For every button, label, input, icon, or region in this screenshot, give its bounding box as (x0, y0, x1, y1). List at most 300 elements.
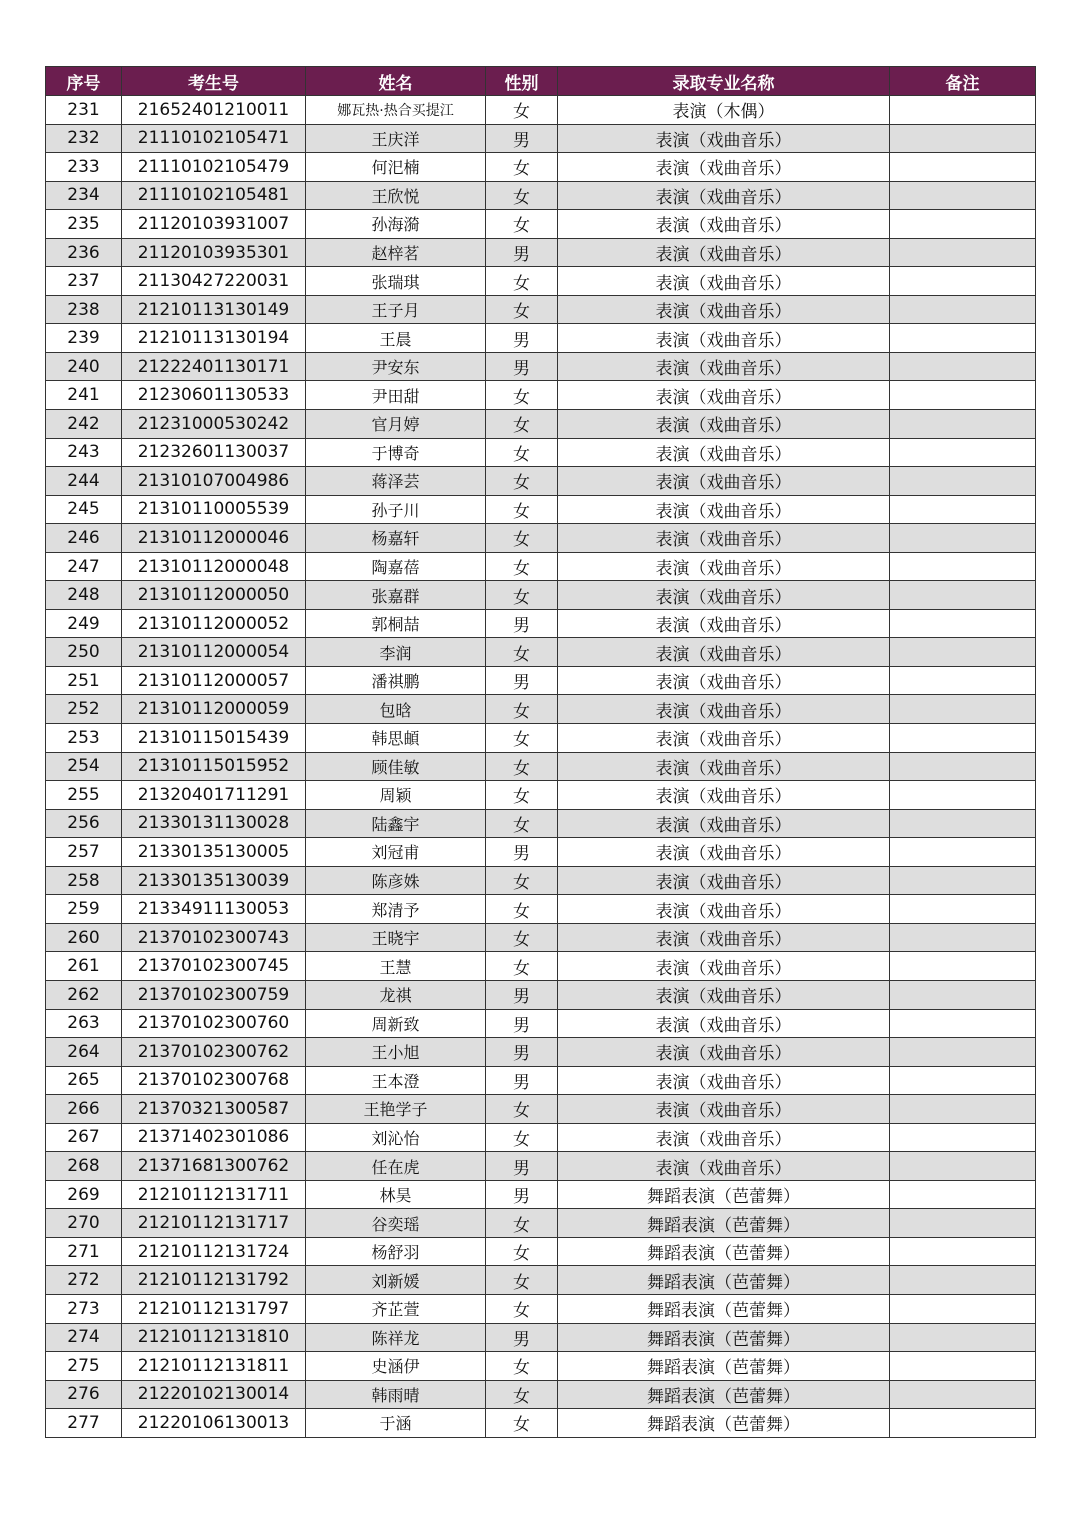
cell-exam-no: 21310110005539 (122, 495, 306, 524)
table-row (46, 724, 1036, 753)
table-row (46, 1237, 1036, 1266)
cell-name: 陈祥龙 (306, 1323, 486, 1352)
cell-seq: 256 (46, 809, 122, 838)
cell-major: 表演（戏曲音乐） (558, 638, 890, 667)
table-row (46, 124, 1036, 153)
cell-seq: 260 (46, 923, 122, 952)
cell-remark (890, 1323, 1036, 1352)
cell-name: 李润 (306, 638, 486, 667)
cell-exam-no: 21310112000050 (122, 581, 306, 610)
cell-exam-no: 21220102130014 (122, 1380, 306, 1409)
cell-remark (890, 838, 1036, 867)
cell-gender: 女 (486, 467, 558, 496)
cell-remark (890, 752, 1036, 781)
cell-exam-no: 21310112000048 (122, 552, 306, 581)
cell-name: 何汜楠 (306, 153, 486, 182)
cell-exam-no: 21370321300587 (122, 1095, 306, 1124)
table-row (46, 609, 1036, 638)
cell-gender: 女 (486, 895, 558, 924)
table-body (46, 96, 1036, 1438)
table-row (46, 923, 1036, 952)
cell-seq: 247 (46, 552, 122, 581)
cell-gender: 女 (486, 495, 558, 524)
cell-major: 表演（戏曲音乐） (558, 1123, 890, 1152)
table-row (46, 895, 1036, 924)
cell-gender: 女 (486, 695, 558, 724)
cell-exam-no: 21310112000054 (122, 638, 306, 667)
cell-name: 王欣悦 (306, 181, 486, 210)
cell-exam-no: 21210112131792 (122, 1266, 306, 1295)
cell-seq: 266 (46, 1095, 122, 1124)
cell-name: 王小旭 (306, 1038, 486, 1067)
cell-seq: 245 (46, 495, 122, 524)
table-row (46, 1294, 1036, 1323)
cell-gender: 女 (486, 638, 558, 667)
cell-remark (890, 467, 1036, 496)
cell-gender: 女 (486, 552, 558, 581)
cell-major: 表演（戏曲音乐） (558, 552, 890, 581)
cell-seq: 248 (46, 581, 122, 610)
cell-remark (890, 238, 1036, 267)
cell-major: 表演（戏曲音乐） (558, 838, 890, 867)
cell-major: 表演（戏曲音乐） (558, 895, 890, 924)
cell-exam-no: 21330131130028 (122, 809, 306, 838)
cell-name: 蒋泽芸 (306, 467, 486, 496)
cell-exam-no: 21130427220031 (122, 267, 306, 296)
cell-remark (890, 552, 1036, 581)
cell-major: 表演（戏曲音乐） (558, 153, 890, 182)
cell-name: 于涵 (306, 1409, 486, 1438)
cell-remark (890, 96, 1036, 125)
cell-major: 表演（戏曲音乐） (558, 752, 890, 781)
cell-major: 表演（戏曲音乐） (558, 1038, 890, 1067)
cell-major: 表演（戏曲音乐） (558, 980, 890, 1009)
cell-major: 表演（戏曲音乐） (558, 1095, 890, 1124)
cell-name: 王庆洋 (306, 124, 486, 153)
cell-remark (890, 181, 1036, 210)
table-row (46, 1209, 1036, 1238)
cell-remark (890, 923, 1036, 952)
cell-exam-no: 21210113130194 (122, 324, 306, 353)
cell-name: 杨嘉轩 (306, 524, 486, 553)
cell-remark (890, 1009, 1036, 1038)
cell-gender: 男 (486, 1038, 558, 1067)
cell-gender: 女 (486, 866, 558, 895)
cell-major: 表演（戏曲音乐） (558, 1009, 890, 1038)
cell-name: 杨舒羽 (306, 1237, 486, 1266)
cell-seq: 238 (46, 295, 122, 324)
cell-gender: 女 (486, 381, 558, 410)
cell-name: 王子月 (306, 295, 486, 324)
cell-major: 表演（戏曲音乐） (558, 1152, 890, 1181)
cell-seq: 232 (46, 124, 122, 153)
cell-gender: 男 (486, 838, 558, 867)
cell-name: 潘祺鹏 (306, 666, 486, 695)
cell-exam-no: 21320401711291 (122, 781, 306, 810)
cell-exam-no: 21120103931007 (122, 210, 306, 239)
cell-name: 官月婷 (306, 410, 486, 439)
cell-seq: 262 (46, 980, 122, 1009)
table-row (46, 809, 1036, 838)
table-row (46, 1066, 1036, 1095)
cell-major: 表演（戏曲音乐） (558, 381, 890, 410)
cell-name: 赵梓茗 (306, 238, 486, 267)
cell-exam-no: 21310115015952 (122, 752, 306, 781)
table-row (46, 324, 1036, 353)
cell-major: 表演（戏曲音乐） (558, 210, 890, 239)
cell-exam-no: 21310112000046 (122, 524, 306, 553)
cell-exam-no: 21310112000052 (122, 609, 306, 638)
cell-major: 表演（戏曲音乐） (558, 781, 890, 810)
table-row (46, 381, 1036, 410)
cell-remark (890, 1352, 1036, 1381)
cell-gender: 男 (486, 124, 558, 153)
cell-seq: 269 (46, 1180, 122, 1209)
cell-exam-no: 21371681300762 (122, 1152, 306, 1181)
cell-remark (890, 124, 1036, 153)
cell-major: 表演（戏曲音乐） (558, 666, 890, 695)
table-row (46, 1352, 1036, 1381)
cell-remark (890, 809, 1036, 838)
cell-name: 张瑞琪 (306, 267, 486, 296)
table-row (46, 980, 1036, 1009)
cell-seq: 265 (46, 1066, 122, 1095)
cell-name: 孙海漪 (306, 210, 486, 239)
cell-seq: 271 (46, 1237, 122, 1266)
cell-name: 于博奇 (306, 438, 486, 467)
admission-list-table (45, 66, 1036, 1438)
cell-remark (890, 381, 1036, 410)
table-row (46, 695, 1036, 724)
cell-remark (890, 295, 1036, 324)
cell-exam-no: 21210112131724 (122, 1237, 306, 1266)
cell-name: 郑清予 (306, 895, 486, 924)
cell-major: 表演（戏曲音乐） (558, 438, 890, 467)
cell-exam-no: 21330135130005 (122, 838, 306, 867)
cell-remark (890, 638, 1036, 667)
header-gender: 性别 (486, 67, 558, 96)
cell-seq: 239 (46, 324, 122, 353)
cell-major: 表演（戏曲音乐） (558, 238, 890, 267)
table-row (46, 1038, 1036, 1067)
cell-seq: 246 (46, 524, 122, 553)
cell-seq: 235 (46, 210, 122, 239)
cell-name: 周颖 (306, 781, 486, 810)
cell-name: 齐芷萱 (306, 1294, 486, 1323)
table-row (46, 352, 1036, 381)
cell-remark (890, 438, 1036, 467)
cell-gender: 女 (486, 809, 558, 838)
cell-gender: 女 (486, 752, 558, 781)
cell-gender: 女 (486, 210, 558, 239)
cell-name: 张嘉群 (306, 581, 486, 610)
header-exam-no: 考生号 (122, 67, 306, 96)
cell-name: 韩思頔 (306, 724, 486, 753)
cell-gender: 男 (486, 666, 558, 695)
table-row (46, 1380, 1036, 1409)
table-row (46, 1009, 1036, 1038)
cell-remark (890, 581, 1036, 610)
cell-remark (890, 1095, 1036, 1124)
cell-major: 表演（戏曲音乐） (558, 181, 890, 210)
cell-remark (890, 1409, 1036, 1438)
cell-exam-no: 21110102105471 (122, 124, 306, 153)
cell-remark (890, 1209, 1036, 1238)
table-row (46, 96, 1036, 125)
cell-seq: 276 (46, 1380, 122, 1409)
cell-exam-no: 21210113130149 (122, 295, 306, 324)
cell-gender: 男 (486, 238, 558, 267)
cell-name: 王晓宇 (306, 923, 486, 952)
cell-major: 表演（戏曲音乐） (558, 324, 890, 353)
cell-major: 舞蹈表演（芭蕾舞） (558, 1209, 890, 1238)
cell-name: 尹安东 (306, 352, 486, 381)
cell-exam-no: 21371402301086 (122, 1123, 306, 1152)
cell-remark (890, 695, 1036, 724)
cell-name: 史涵伊 (306, 1352, 486, 1381)
cell-remark (890, 724, 1036, 753)
cell-name: 任在虎 (306, 1152, 486, 1181)
cell-seq: 255 (46, 781, 122, 810)
cell-exam-no: 21310115015439 (122, 724, 306, 753)
cell-exam-no: 21310112000057 (122, 666, 306, 695)
cell-major: 舞蹈表演（芭蕾舞） (558, 1409, 890, 1438)
cell-name: 顾佳敏 (306, 752, 486, 781)
cell-remark (890, 1038, 1036, 1067)
cell-name: 陶嘉蓓 (306, 552, 486, 581)
cell-gender: 男 (486, 324, 558, 353)
cell-seq: 252 (46, 695, 122, 724)
cell-exam-no: 21370102300762 (122, 1038, 306, 1067)
cell-exam-no: 21110102105481 (122, 181, 306, 210)
cell-remark (890, 495, 1036, 524)
cell-seq: 258 (46, 866, 122, 895)
cell-gender: 男 (486, 609, 558, 638)
header-seq: 序号 (46, 67, 122, 96)
cell-exam-no: 21220106130013 (122, 1409, 306, 1438)
cell-gender: 男 (486, 1180, 558, 1209)
cell-seq: 244 (46, 467, 122, 496)
cell-gender: 女 (486, 524, 558, 553)
cell-exam-no: 21210112131811 (122, 1352, 306, 1381)
cell-exam-no: 21110102105479 (122, 153, 306, 182)
cell-major: 舞蹈表演（芭蕾舞） (558, 1180, 890, 1209)
cell-remark (890, 866, 1036, 895)
cell-exam-no: 21310107004986 (122, 467, 306, 496)
cell-remark (890, 1266, 1036, 1295)
cell-gender: 女 (486, 1209, 558, 1238)
cell-remark (890, 210, 1036, 239)
cell-major: 表演（戏曲音乐） (558, 1066, 890, 1095)
cell-major: 表演（戏曲音乐） (558, 524, 890, 553)
cell-gender: 女 (486, 581, 558, 610)
cell-exam-no: 21210112131797 (122, 1294, 306, 1323)
cell-name: 周新致 (306, 1009, 486, 1038)
cell-seq: 242 (46, 410, 122, 439)
cell-major: 表演（戏曲音乐） (558, 609, 890, 638)
cell-seq: 240 (46, 352, 122, 381)
cell-major: 舞蹈表演（芭蕾舞） (558, 1352, 890, 1381)
cell-remark (890, 1180, 1036, 1209)
cell-exam-no: 21230601130533 (122, 381, 306, 410)
cell-remark (890, 609, 1036, 638)
table-row (46, 267, 1036, 296)
cell-name: 陈彦姝 (306, 866, 486, 895)
cell-remark (890, 267, 1036, 296)
cell-gender: 女 (486, 1380, 558, 1409)
cell-exam-no: 21370102300745 (122, 952, 306, 981)
header-major: 录取专业名称 (558, 67, 890, 96)
cell-gender: 女 (486, 724, 558, 753)
table-row (46, 752, 1036, 781)
cell-exam-no: 21330135130039 (122, 866, 306, 895)
cell-exam-no: 21370102300768 (122, 1066, 306, 1095)
cell-seq: 275 (46, 1352, 122, 1381)
cell-gender: 女 (486, 181, 558, 210)
cell-remark (890, 1066, 1036, 1095)
cell-remark (890, 1294, 1036, 1323)
cell-exam-no: 21120103935301 (122, 238, 306, 267)
cell-seq: 273 (46, 1294, 122, 1323)
cell-seq: 263 (46, 1009, 122, 1038)
cell-exam-no: 21370102300759 (122, 980, 306, 1009)
table-row (46, 238, 1036, 267)
cell-gender: 女 (486, 952, 558, 981)
cell-major: 表演（戏曲音乐） (558, 581, 890, 610)
cell-name: 龙祺 (306, 980, 486, 1009)
cell-name: 林昊 (306, 1180, 486, 1209)
cell-seq: 250 (46, 638, 122, 667)
cell-seq: 231 (46, 96, 122, 125)
table-row (46, 1266, 1036, 1295)
cell-name: 娜瓦热·热合买提江 (306, 96, 486, 125)
cell-major: 舞蹈表演（芭蕾舞） (558, 1323, 890, 1352)
cell-major: 表演（戏曲音乐） (558, 124, 890, 153)
cell-remark (890, 410, 1036, 439)
cell-seq: 259 (46, 895, 122, 924)
cell-gender: 女 (486, 1352, 558, 1381)
cell-name: 韩雨晴 (306, 1380, 486, 1409)
cell-seq: 234 (46, 181, 122, 210)
cell-seq: 253 (46, 724, 122, 753)
cell-seq: 264 (46, 1038, 122, 1067)
table-row (46, 495, 1036, 524)
cell-gender: 女 (486, 1095, 558, 1124)
cell-remark (890, 666, 1036, 695)
cell-seq: 249 (46, 609, 122, 638)
cell-major: 表演（戏曲音乐） (558, 695, 890, 724)
table-row (46, 838, 1036, 867)
cell-name: 刘冠甫 (306, 838, 486, 867)
cell-gender: 女 (486, 153, 558, 182)
cell-name: 尹田甜 (306, 381, 486, 410)
cell-exam-no: 21310112000059 (122, 695, 306, 724)
cell-major: 表演（木偶） (558, 96, 890, 125)
cell-gender: 男 (486, 1323, 558, 1352)
cell-major: 舞蹈表演（芭蕾舞） (558, 1237, 890, 1266)
cell-remark (890, 781, 1036, 810)
cell-gender: 女 (486, 1237, 558, 1266)
cell-major: 舞蹈表演（芭蕾舞） (558, 1294, 890, 1323)
cell-major: 舞蹈表演（芭蕾舞） (558, 1380, 890, 1409)
cell-name: 王晨 (306, 324, 486, 353)
cell-major: 表演（戏曲音乐） (558, 295, 890, 324)
cell-major: 舞蹈表演（芭蕾舞） (558, 1266, 890, 1295)
table-row (46, 1152, 1036, 1181)
header-remark: 备注 (890, 67, 1036, 96)
table-row (46, 181, 1036, 210)
cell-exam-no: 21334911130053 (122, 895, 306, 924)
cell-gender: 男 (486, 980, 558, 1009)
cell-seq: 243 (46, 438, 122, 467)
table-row (46, 666, 1036, 695)
table-row (46, 1123, 1036, 1152)
cell-gender: 女 (486, 267, 558, 296)
cell-remark (890, 153, 1036, 182)
cell-exam-no: 21210112131810 (122, 1323, 306, 1352)
table-row (46, 1095, 1036, 1124)
cell-name: 谷奕瑶 (306, 1209, 486, 1238)
cell-name: 包晗 (306, 695, 486, 724)
cell-major: 表演（戏曲音乐） (558, 809, 890, 838)
cell-remark (890, 352, 1036, 381)
cell-gender: 男 (486, 1152, 558, 1181)
cell-name: 王艳学子 (306, 1095, 486, 1124)
cell-gender: 女 (486, 781, 558, 810)
cell-seq: 270 (46, 1209, 122, 1238)
cell-seq: 257 (46, 838, 122, 867)
cell-gender: 男 (486, 1009, 558, 1038)
table-row (46, 581, 1036, 610)
cell-seq: 236 (46, 238, 122, 267)
cell-exam-no: 21210112131711 (122, 1180, 306, 1209)
cell-remark (890, 1123, 1036, 1152)
cell-seq: 272 (46, 1266, 122, 1295)
table-row (46, 410, 1036, 439)
cell-seq: 274 (46, 1323, 122, 1352)
cell-gender: 女 (486, 295, 558, 324)
cell-exam-no: 21652401210011 (122, 96, 306, 125)
cell-remark (890, 1237, 1036, 1266)
cell-major: 表演（戏曲音乐） (558, 410, 890, 439)
table-row (46, 153, 1036, 182)
cell-major: 表演（戏曲音乐） (558, 467, 890, 496)
cell-seq: 267 (46, 1123, 122, 1152)
cell-exam-no: 21231000530242 (122, 410, 306, 439)
cell-remark (890, 524, 1036, 553)
table-row (46, 295, 1036, 324)
cell-seq: 237 (46, 267, 122, 296)
cell-remark (890, 1152, 1036, 1181)
cell-seq: 268 (46, 1152, 122, 1181)
header-name: 姓名 (306, 67, 486, 96)
cell-exam-no: 21370102300760 (122, 1009, 306, 1038)
table-row (46, 552, 1036, 581)
cell-major: 表演（戏曲音乐） (558, 267, 890, 296)
table-row (46, 467, 1036, 496)
cell-gender: 女 (486, 1123, 558, 1152)
cell-exam-no: 21232601130037 (122, 438, 306, 467)
cell-exam-no: 21222401130171 (122, 352, 306, 381)
cell-seq: 251 (46, 666, 122, 695)
cell-remark (890, 324, 1036, 353)
table-row (46, 438, 1036, 467)
table-row (46, 638, 1036, 667)
cell-seq: 254 (46, 752, 122, 781)
cell-seq: 241 (46, 381, 122, 410)
cell-gender: 女 (486, 1409, 558, 1438)
table-header-row (46, 67, 1036, 96)
